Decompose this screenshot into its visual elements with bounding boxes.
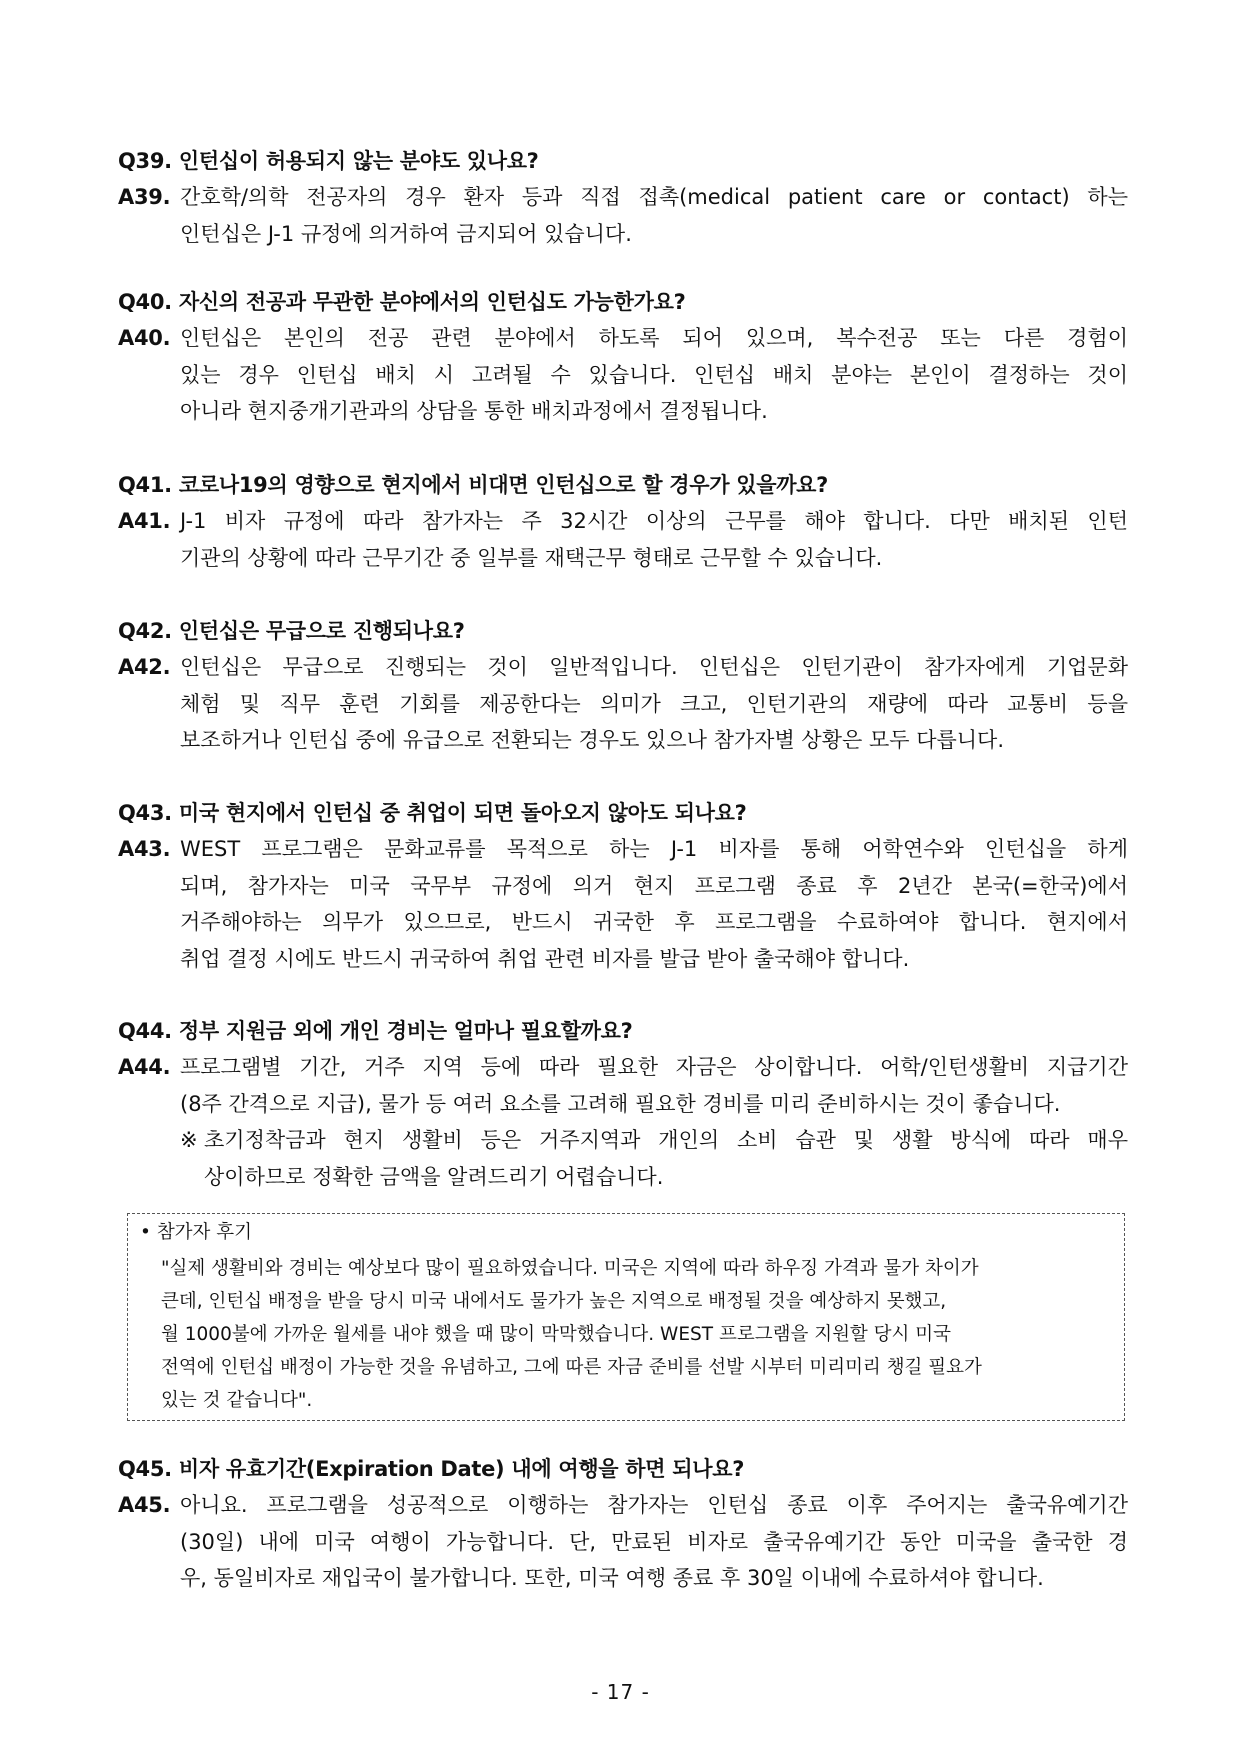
answer-line: J-1 비자 규정에 따라 참가자는 주 32시간 이상의 근무를 해야 합니다. 다만 배치된 인턴 (180, 509, 1128, 533)
review-line: 있는 것 같습니다". (161, 1390, 313, 1411)
review-line: "실제 생활비와 경비는 예상보다 많이 필요하였습니다. 미국은 지역에 따라 하우징 가격과 물가 차이가 (161, 1258, 979, 1279)
bullet-icon: • (140, 1222, 151, 1243)
answer-label: A39. (118, 185, 171, 209)
answer-line: 거주해야하는 의무가 있으므로, 반드시 귀국한 후 프로그램을 수료하여야 합니다. 현지에서 (180, 910, 1128, 934)
note-line: 상이하므로 정확한 금액을 알려드리기 어렵습니다. (204, 1164, 664, 1189)
answer-body (180, 1049, 1128, 1195)
qa-block-q39 (118, 143, 1128, 252)
answer-body (180, 831, 1128, 977)
question-heading: Q42. 인턴십은 무급으로 진행되나요? (118, 619, 465, 643)
answer-line: 되며, 참가자는 미국 국무부 규정에 의거 현지 프로그램 종료 후 2년간 본국(=한국)에서 (180, 873, 1128, 898)
qa-block-q44 (118, 1013, 1128, 1195)
answer (118, 320, 1128, 430)
note-line: 초기정착금과 현지 생활비 등은 거주지역과 개인의 소비 습관 및 생활 방식에 따라 매우 (204, 1128, 1128, 1152)
review-title: 참가자 후기 (156, 1222, 253, 1243)
answer-label: A40. (118, 326, 171, 350)
answer (118, 503, 1128, 576)
question-heading: Q39. 인턴십이 허용되지 않는 분야도 있나요? (118, 149, 539, 173)
answer-line: 아니요. 프로그램을 성공적으로 이행하는 참가자는 인턴십 종료 이후 주어지는 출국유예기간 (180, 1493, 1128, 1517)
qa-block-q42 (118, 613, 1128, 759)
answer-line: 프로그램별 기간, 거주 지역 등에 따라 필요한 자금은 상이합니다. 어학/인턴생활비 지급기간 (180, 1055, 1128, 1079)
qa-block-q41 (118, 467, 1128, 576)
note (180, 1122, 1128, 1195)
answer-label: A43. (118, 837, 171, 861)
review-quote (161, 1252, 1113, 1417)
answer (118, 649, 1128, 759)
answer (118, 831, 1128, 977)
answer-label: A45. (118, 1493, 171, 1517)
answer-line: WEST 프로그램은 문화교류를 목적으로 하는 J-1 비자를 통해 어학연수와 인턴십을 하게 (180, 837, 1128, 861)
answer-line: 체험 및 직무 훈련 기회를 제공한다는 의미가 크고, 인턴기관의 재량에 따라 교통비 등을 (180, 691, 1128, 716)
participant-review-box (127, 1213, 1125, 1421)
qa-block-q43 (118, 795, 1128, 977)
answer-line: 보조하거나 인턴십 중에 유급으로 전환되는 경우도 있으나 참가자별 상황은 모두 다릅니다. (180, 728, 1005, 752)
answer-line: 있는 경우 인턴십 배치 시 고려될 수 있습니다. 인턴십 배치 분야는 본인이 결정하는 것이 (180, 362, 1128, 387)
answer-line: 인턴십은 본인의 전공 관련 분야에서 하도록 되어 있으며, 복수전공 또는 다른 경험이 (180, 326, 1128, 350)
answer (118, 1049, 1128, 1195)
answer-line: 기관의 상황에 따라 근무기간 중 일부를 재택근무 형태로 근무할 수 있습니다. (180, 545, 883, 570)
answer-line: 아니라 현지중개기관과의 상담을 통한 배치과정에서 결정됩니다. (180, 399, 768, 423)
answer-line: 우, 동일비자로 재입국이 불가합니다. 또한, 미국 여행 종료 후 30일 이내에 수료하셔야 합니다. (180, 1566, 1044, 1590)
note-body (204, 1122, 1128, 1195)
answer-body (180, 1487, 1128, 1597)
question-heading: Q45. 비자 유효기간(Expiration Date) 내에 여행을 하면 되나요? (118, 1457, 745, 1481)
question-heading: Q44. 정부 지원금 외에 개인 경비는 얼마나 필요할까요? (118, 1019, 633, 1043)
answer-label: A42. (118, 655, 171, 679)
reference-mark-icon: ※ (180, 1128, 198, 1152)
answer-body (180, 320, 1128, 430)
answer (118, 179, 1128, 252)
page-number: - 17 - (591, 1680, 650, 1704)
question-heading: Q40. 자신의 전공과 무관한 분야에서의 인턴십도 가능한가요? (118, 290, 686, 314)
answer-line: 간호학/의학 전공자의 경우 환자 등과 직접 접촉(medical patient care or contact) 하는 (180, 185, 1128, 209)
question-heading: Q41. 코로나19의 영향으로 현지에서 비대면 인턴십으로 할 경우가 있을까요? (118, 473, 829, 497)
review-line: 전역에 인턴십 배정이 가능한 것을 유념하고, 그에 따른 자금 준비를 선발 시부터 미리미리 챙길 필요가 (161, 1357, 982, 1378)
review-line: 월 1000불에 가까운 월세를 내야 했을 때 많이 막막했습니다. WEST 프로그램을 지원할 당시 미국 (161, 1324, 952, 1345)
answer-line: 취업 결정 시에도 반드시 귀국하여 취업 관련 비자를 발급 받아 출국해야 합니다. (180, 946, 910, 971)
answer-line: (8주 간격으로 지급), 물가 등 여러 요소를 고려해 필요한 경비를 미리 준비하시는 것이 좋습니다. (180, 1091, 1061, 1116)
answer-body (180, 503, 1128, 576)
answer-body (180, 179, 1128, 252)
review-heading (140, 1218, 252, 1248)
answer (118, 1487, 1128, 1597)
question-heading: Q43. 미국 현지에서 인턴십 중 취업이 되면 돌아오지 않아도 되나요? (118, 801, 747, 825)
review-line: 큰데, 인턴십 배정을 받을 당시 미국 내에서도 물가가 높은 지역으로 배정될 것을 예상하지 못했고, (161, 1291, 947, 1312)
answer-label: A44. (118, 1055, 171, 1079)
qa-block-q45 (118, 1451, 1128, 1597)
answer-line: (30일) 내에 미국 여행이 가능합니다. 단, 만료된 비자로 출국유예기간 동안 미국을 출국한 경 (180, 1529, 1128, 1554)
answer-body (180, 649, 1128, 759)
answer-label: A41. (118, 509, 171, 533)
qa-block-q40 (118, 284, 1128, 430)
answer-line: 인턴십은 J-1 규정에 의거하여 금지되어 있습니다. (180, 221, 632, 246)
answer-line: 인턴십은 무급으로 진행되는 것이 일반적입니다. 인턴십은 인턴기관이 참가자에게 기업문화 (180, 655, 1128, 679)
